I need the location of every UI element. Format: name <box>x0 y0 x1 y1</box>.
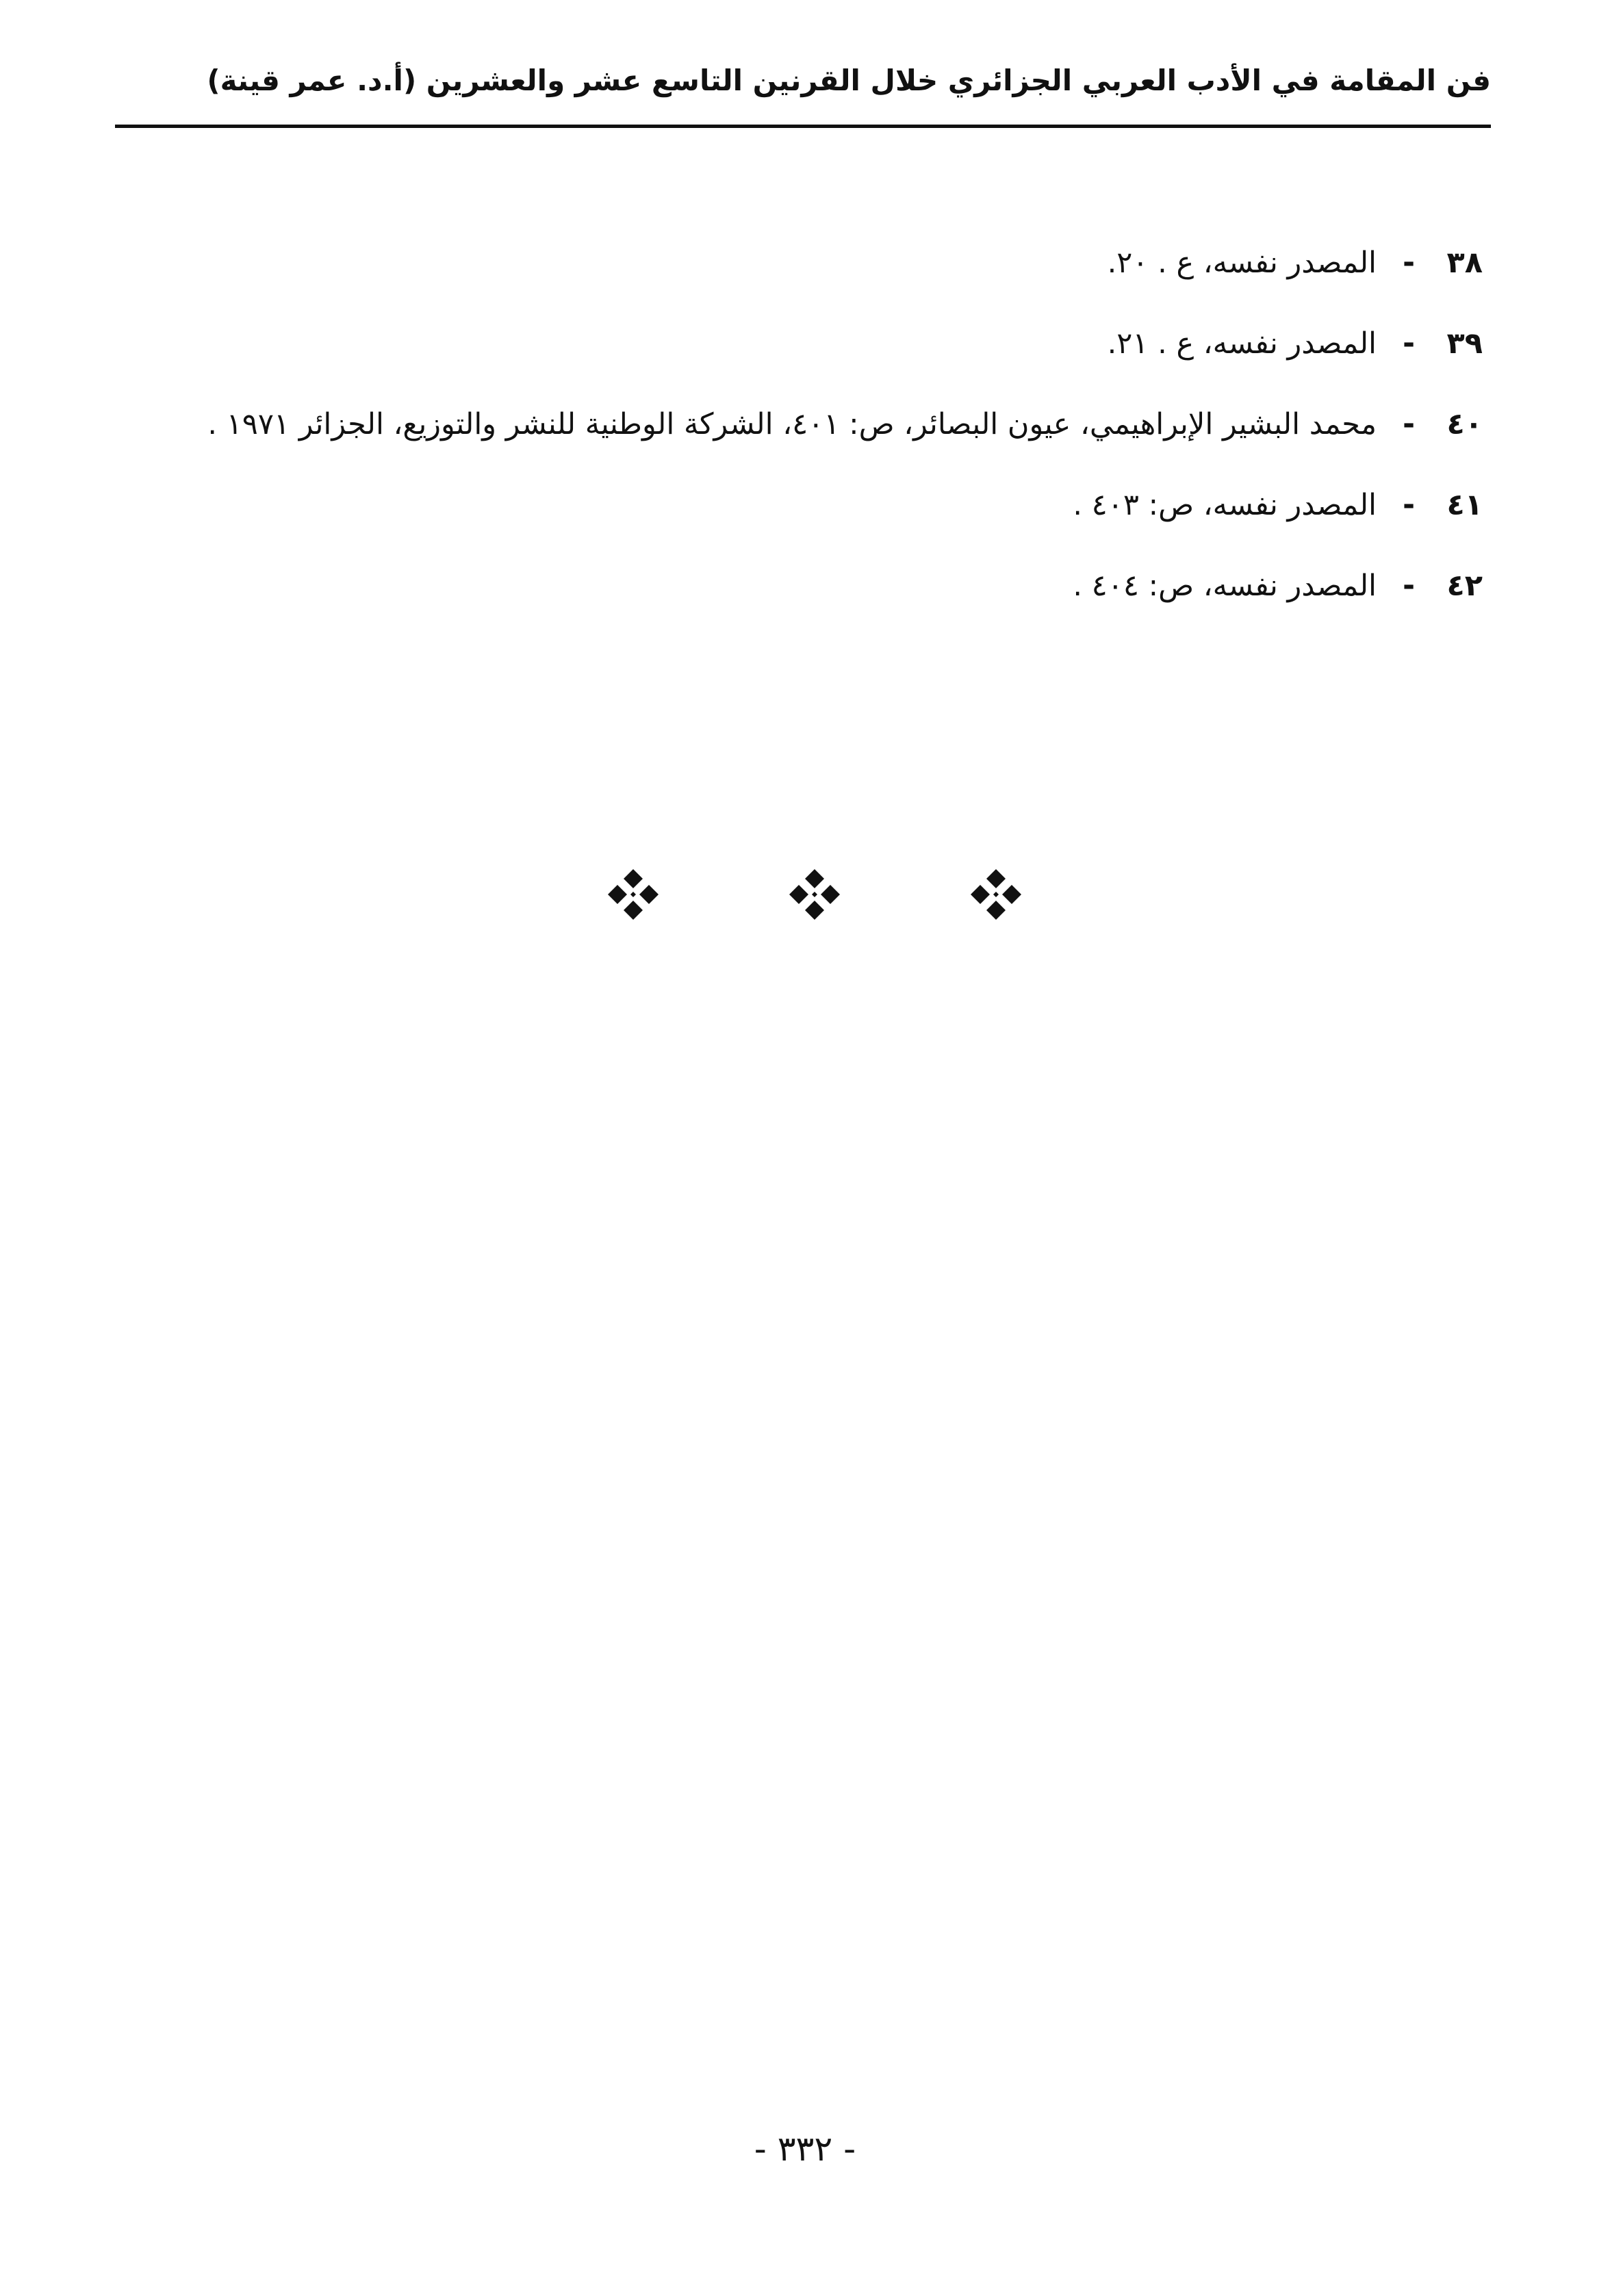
four-diamond-ornament-icon <box>602 864 664 925</box>
endnote-text: المصدر نفسه، ص: ٤٠٤ . <box>1073 569 1377 603</box>
endnote-text: المصدر نفسه، ع . ٢٠. <box>1107 246 1377 280</box>
page-number: - ٣٣٢ - <box>754 2129 856 2169</box>
endnote-number: ٤٢ <box>1446 569 1483 603</box>
endnote-dash: - <box>1403 246 1415 280</box>
endnote-39 <box>115 317 1483 370</box>
endnote-dash: - <box>1403 326 1415 361</box>
endnote-text: المصدر نفسه، ع . ٢١. <box>1107 326 1377 361</box>
endnote-dash: - <box>1403 407 1415 441</box>
four-diamond-ornament-icon <box>965 864 1027 925</box>
header-rule <box>115 125 1491 128</box>
endnote-41 <box>115 478 1483 532</box>
endnote-dash: - <box>1403 569 1415 603</box>
four-diamond-ornament-icon <box>784 864 845 925</box>
section-ornaments <box>602 864 1027 925</box>
endnote-number: ٤١ <box>1446 488 1483 522</box>
endnote-42 <box>115 559 1483 612</box>
endnote-dash: - <box>1403 488 1415 522</box>
endnote-40 <box>115 398 1483 451</box>
running-header-title: فن المقامة في الأدب العربي الجزائري خلال القرنين التاسع عشر والعشرين (أ.د. عمر قينة) <box>207 64 1491 97</box>
endnote-number: ٣٨ <box>1446 246 1483 280</box>
endnote-text: محمد البشير الإبراهيمي، عيون البصائر، ص: ٤٠١، الشركة الوطنية للنشر والتوزيع، الجزائر ١٩٧١ . <box>207 407 1377 441</box>
endnote-number: ٤٠ <box>1446 407 1483 441</box>
endnote-number: ٣٩ <box>1446 326 1483 361</box>
endnote-38 <box>115 236 1483 289</box>
endnotes-list <box>115 236 1483 640</box>
endnote-text: المصدر نفسه، ص: ٤٠٣ . <box>1073 488 1377 522</box>
